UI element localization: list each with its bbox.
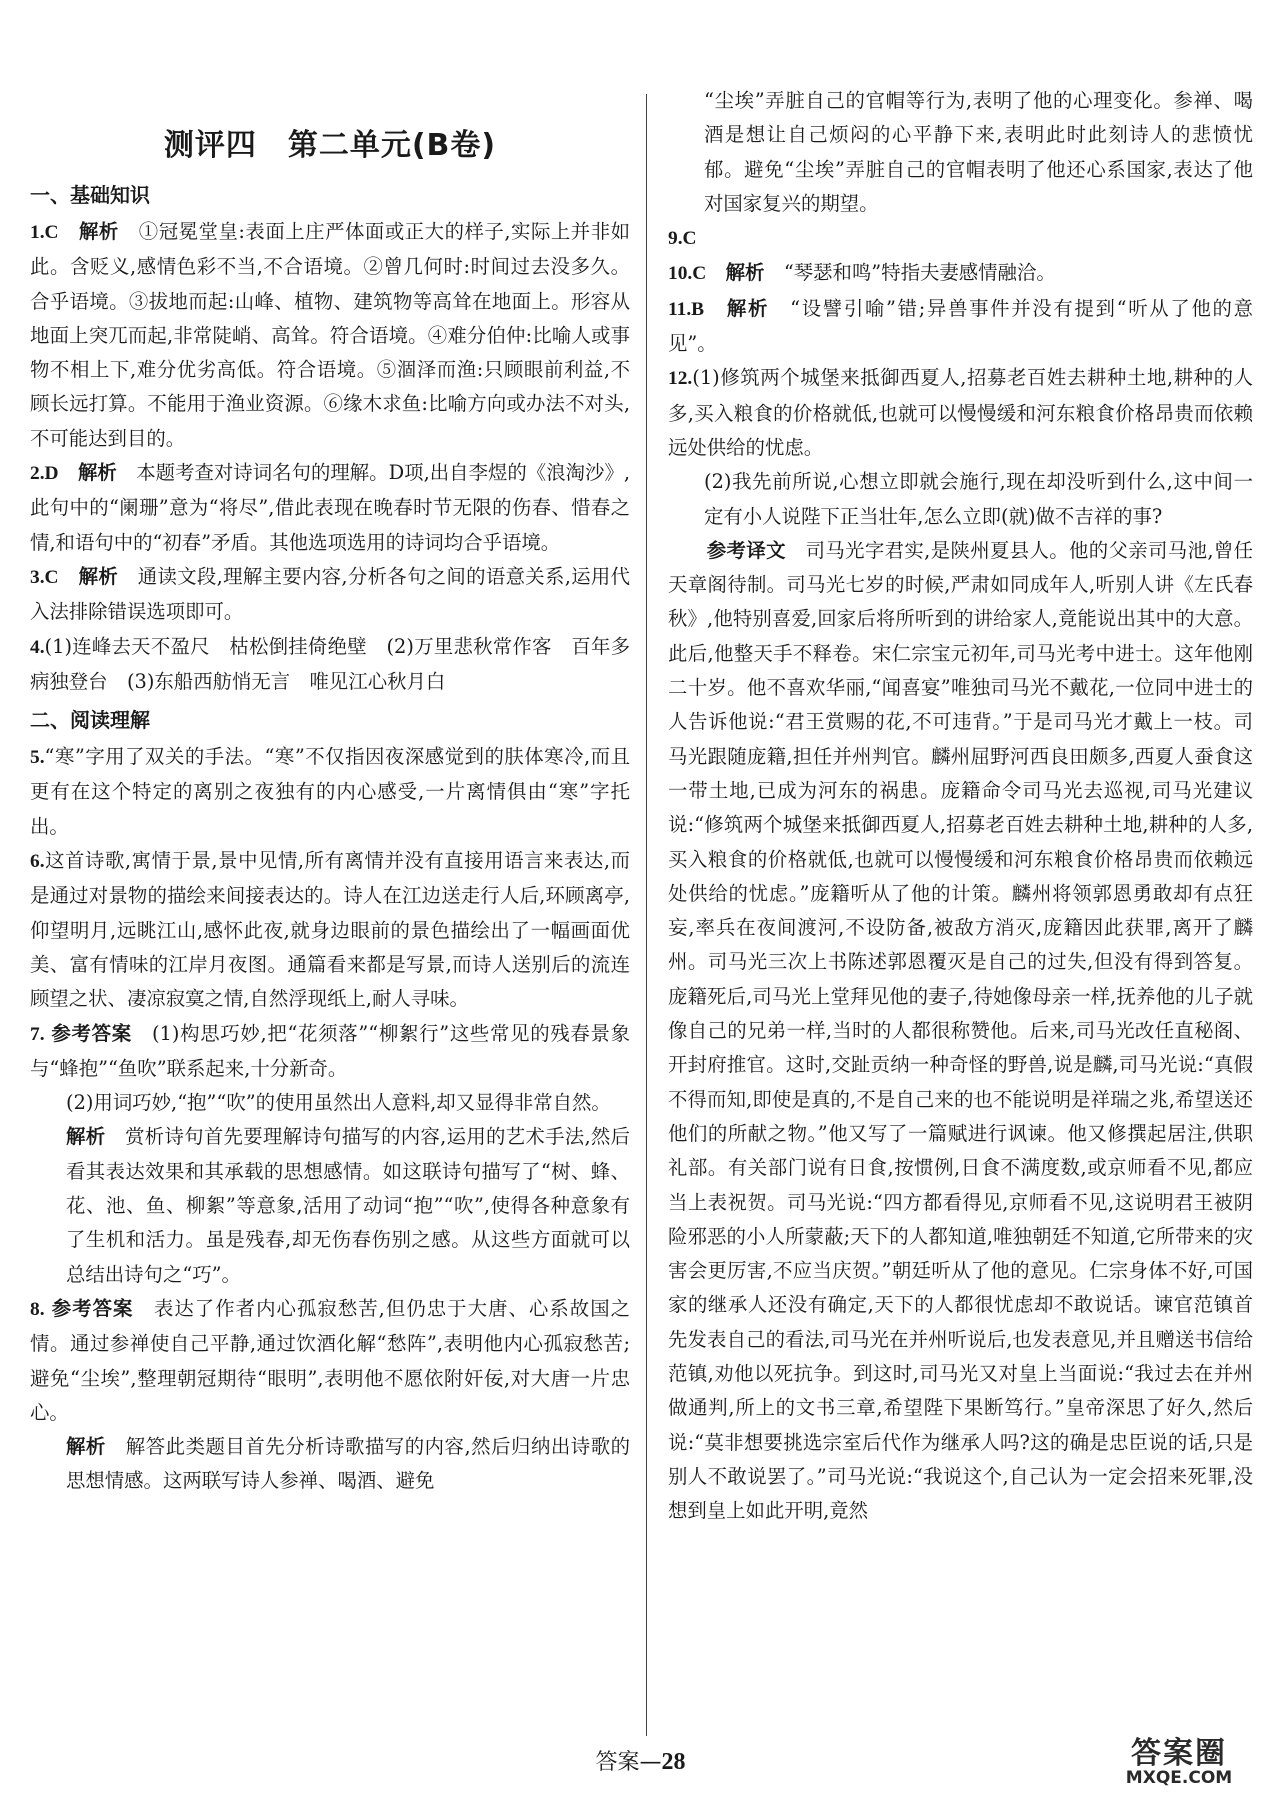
column-divider	[646, 94, 647, 1736]
answer-6: 6.这首诗歌,寓情于景,景中见情,所有离情并没有直接用语言来表达,而是通过对景物的描绘来间接表达的。诗人在江边送走行人后,环顾离亭,仰望明月,远眺江山,感怀此夜,就身边眼前的景色描绘出了一幅画面优美、富有情味的江岸月夜图。通篇看来都是写景,而诗人送别后的流连顾望之状、凄凉寂寞之情,自然浮现纸上,耐人寻味。	[30, 849, 630, 1011]
answer-9: 9.C	[668, 228, 697, 250]
answer-7-analysis: 解析 赏析诗句首先要理解诗句描写的内容,运用的艺术手法,然后看其表达效果和其承载的思想感情。如这联诗句描写了“树、蜂、花、池、鱼、柳絮”等意象,活用了动词“抱”“吹”,使得各种意象有了生机和活力。虽是残春,却无伤春伤别之感。从这些方面就可以总结出诗句之“巧”。	[66, 1125, 631, 1286]
answer-8-analysis: 解析 解答此类题目首先分析诗歌描写的内容,然后归纳出诗歌的思想情感。这两联写诗人参禅、喝酒、避免	[66, 1435, 631, 1493]
answer-2: 2.D 解析 本题考查对诗词名句的理解。D项,出自李煜的《浪淘沙》,此句中的“阑珊”意为“将尽”,借此表现在晚春时节无限的伤春、惜春之情,和语句中的“初春”矛盾。其他选项选用的诗词均合乎语境。	[30, 461, 631, 554]
section-reading: 二、阅读理解	[30, 708, 150, 733]
left-column	[30, 84, 630, 1499]
answer-12: 12.(1)修筑两个城堡来抵御西夏人,招募老百姓去耕种土地,耕种的人多,买入粮食的价格就低,也就可以慢慢缓和河东粮食价格昂贵而依赖远处供给的忧虑。	[668, 366, 1253, 459]
footer-dash: —	[639, 1750, 662, 1775]
answer-3: 3.C 解析 通读文段,理解主要内容,分析各句之间的语意关系,运用代入法排除错误选项即可。	[30, 564, 631, 624]
watermark-text: 答案圈	[1131, 1736, 1227, 1771]
section-basic: 一、基础知识	[30, 183, 150, 207]
page-title: 测评四 第二单元(B卷)	[163, 128, 497, 163]
answer-7-part2: (2)用词巧妙,“抱”“吹”的使用虽然出人意料,却又显得非常自然。	[66, 1091, 611, 1115]
answer-12-part2: (2)我先前所说,心想立即就会施行,现在却没听到什么,这中间一定有小人说陛下正当壮年,怎么立即(就)做不吉祥的事?	[704, 470, 1253, 528]
answer-8: 8. 参考答案 表达了作者内心孤寂愁苦,但仍忠于大唐、心系故国之情。通过参禅使自己平静,通过饮酒化解“愁阵”,表明他内心孤寂愁苦;避免“尘埃”,整理朝冠期待“眼明”,表明他不愿依附奸佞,对大唐一片忠心。	[30, 1296, 631, 1424]
answer-5: 5.“寒”字用了双关的手法。“寒”不仅指因夜深感觉到的肤体寒冷,而且更有在这个特定的离别之夜独有的内心感受,一片离情俱由“寒”字托出。	[30, 745, 630, 838]
answer-8-continued: “尘埃”弄脏自己的官帽等行为,表明了他的心理变化。参禅、喝酒是想让自己烦闷的心平静下来,表明此时此刻诗人的悲愤忧郁。避免“尘埃”弄脏自己的官帽表明了他还心系国家,表达了他对国家复兴的期望。	[704, 89, 1253, 215]
reference-translation: 参考译文 司马光字君实,是陕州夏县人。他的父亲司马池,曾任天章阁待制。司马光七岁的时候,严肃如同成年人,听别人讲《左氏春秋》,他特别喜爱,回家后将所听到的讲给家人,竟能说出其中的大意。此后,他整天手不释卷。宋仁宗宝元初年,司马光考中进士。这年他刚二十岁。他不喜欢华丽,“闻喜宴”唯独司马光不戴花,一位同中进士的人告诉他说:“君王赏赐的花,不可违背。”于是司马光才戴上一枝。司马光跟随庞籍,担任并州判官。麟州屈野河西良田颇多,西夏人蚕食这一带土地,已成为河东的祸患。庞籍命令司马光去巡视,司马光建议说:“修筑两个城堡来抵御西夏人,招募老百姓去耕种土地,耕种的人多,买入粮食的价格就低,也就可以慢慢缓和河东粮食价格昂贵而依赖远处供给的忧虑。”庞籍听从了他的计策。麟州将领郭恩勇敢却有点狂妄,率兵在夜间渡河,不设防备,被敌方消灭,庞籍因此获罪,离开了麟州。司马光三次上书陈述郭恩覆灭是自己的过失,但没有得到答复。庞籍死后,司马光上堂拜见他的妻子,待她像母亲一样,抚养他的儿子就像自己的兄弟一样,当时的人都很称赞他。后来,司马光改任直秘阁、开封府推官。这时,交趾贡纳一种奇怪的野兽,说是麟,司马光说:“真假不得而知,即使是真的,不是自己来的也不能说明是祥瑞之兆,希望送还他们的所献之物。”他又写了一篇赋进行讽谏。他又修撰起居注,供职礼部。有关部门说有日食,按惯例,日食不满度数,或京师看不见,都应当上表祝贺。司马光说:“四方都看得见,京师看不见,这说明君王被阴险邪恶的小人所蒙蔽;天下的人都知道,唯独朝廷不知道,它所带来的灾害会更厉害,不应当庆贺。”朝廷听从了他的意见。仁宗身体不好,可国家的继承人还没有确定,天下的人都很忧虑却不敢说话。谏官范镇首先发表自己的看法,司马光在并州听说后,也发表意见,并且赠送书信给范镇,劝他以死抗争。到这时,司马光又对皇上当面说:“我过去在并州做通判,所上的文书三章,希望陛下果断笃行。”皇帝深思了好久,然后说:“莫非想要挑选宗室后代作为继承人吗?这的确是忠臣说的话,只是别人不敢说罢了。”司马光说:“我说这个,自己认为一定会招来死罪,没想到皇上如此开明,竟然	[668, 538, 1254, 1523]
answer-7: 7. 参考答案 (1)构思巧妙,把“花须落”“柳絮行”这些常见的残春景象与“蜂抱”“鱼吹”联系起来,十分新奇。	[30, 1021, 631, 1080]
answer-11: 11.B 解析 “设譬引喻”错;异兽事件并没有提到“听从了他的意见”。	[668, 296, 1253, 356]
answer-1: 1.C 解析 ①冠冕堂皇:表面上庄严体面或正大的样子,实际上并非如此。含贬义,感情色彩不当,不合语境。②曾几何时:时间过去没多久。合乎语境。③拔地而起:山峰、植物、建筑物等高耸在地面上。形容从地面上突兀而起,非常陡峭、高耸。符合语境。④难分伯仲:比喻人或事物不相上下,难分优劣高低。符合语境。⑤涸泽而渔:只顾眼前利益,不顾长远打算。不能用于渔业资源。⑥缘木求鱼:比喻方向或办法不对头,不可能达到目的。	[30, 220, 631, 450]
watermark-url: MXQE.COM	[1125, 1768, 1233, 1788]
answer-10: 10.C 解析 “琴瑟和鸣”特指夫妻感情融洽。	[668, 261, 1056, 285]
page-footer	[0, 1745, 1281, 1776]
page-number: 28	[661, 1749, 686, 1775]
answer-4: 4.(1)连峰去天不盈尺 枯松倒挂倚绝壁 (2)万里悲秋常作客 百年多病独登台 (3)东船西舫悄无言 唯见江心秋月白	[30, 634, 630, 693]
footer-label: 答案	[595, 1750, 640, 1775]
right-column	[668, 84, 1253, 1528]
watermark-logo	[1099, 1728, 1259, 1794]
